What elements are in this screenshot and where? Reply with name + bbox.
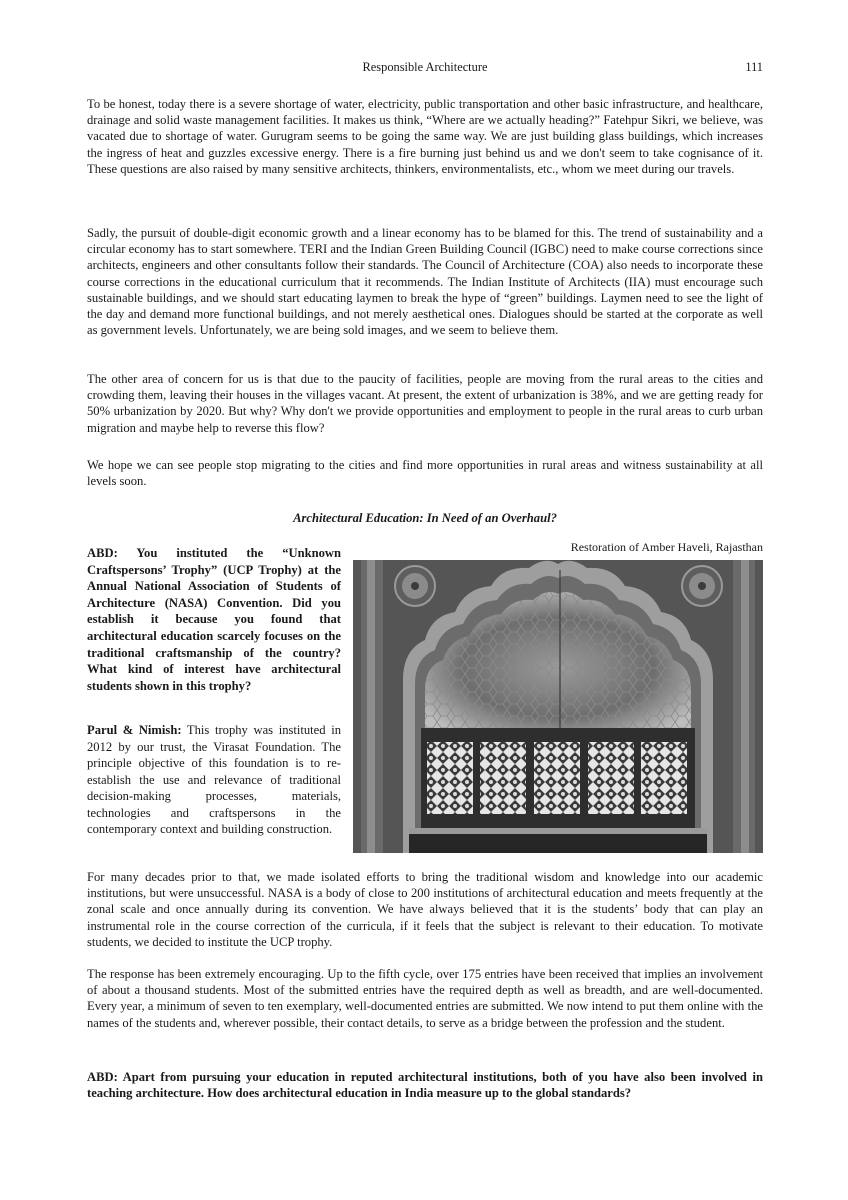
answer-text: This trophy was instituted in 2012 by our trust, the Virasat Foundation. The principle objective of this foundation is to re-establish the use and relevance of traditional decision-making processes, materials, technologies and craftspersons in the contemporary context and building construction.	[87, 723, 341, 836]
body-paragraph: Sadly, the pursuit of double-digit economic growth and a linear economy has to be blamed for this. The trend of sustainability and a circular economy has to start somewhere. TERI and the Indian Green Building Council (IGBC) need to make course corrections since architects, engineers and other consultants follow their standards. The Council of Architecture (COA) also needs to incorporate these course corrections in the educational curriculum that it recommends. The Indian Institute of Architects (IIA) must encourage such sustainable buildings, and we should start educating laymen to break the hype of “green” buildings. Laymen need to see the light of the day and demand more functional buildings, and not merely aesthetical ones. Dialogues should be started at the corporate as well as government levels. Unfortunately, we are being sold images, and we seem to believe them.	[87, 226, 763, 338]
interview-answer	[87, 722, 341, 838]
interview-question: ABD: Apart from pursuing your education in reputed architectural institutions, both of you have also been involved in teaching architecture. How does architectural education in India measure up to the global standards?	[87, 1070, 763, 1101]
figure-caption: Restoration of Amber Haveli, Rajasthan	[570, 540, 763, 554]
running-title: Responsible Architecture	[362, 60, 488, 74]
page-number: 111	[745, 60, 763, 74]
section-heading: Architectural Education: In Need of an Overhaul?	[293, 511, 557, 525]
jali-screen	[421, 728, 695, 828]
body-paragraph: The response has been extremely encouraging. Up to the fifth cycle, over 175 entries have been received that implies an involvement of about a thousand students. Most of the submitted entries have the required depth as well as breadth, and are well-documented. Every year, a minimum of seven to ten exemplary, well-documented entries are submitted. We now intend to put them online with the names of the students and, wherever possible, their contact details, to serve as a bridge between the profession and the student.	[87, 967, 763, 1030]
speaker-label: Parul & Nimish:	[87, 723, 182, 737]
body-paragraph: To be honest, today there is a severe shortage of water, electricity, public transportation and other basic infrastructure, and healthcare, drainage and solid waste management facilities. It makes us think, “Where are we actually heading?” Fatehpur Sikri, we believe, was vacated due to shortage of water. Gurugram seems to be going the same way. We are just building glass buildings, which increases the ingress of heat and guzzles excessive energy. There is a fire burning just behind us and we don't seem to take cognisance of it. These questions are also raised by many sensitive architects, thinkers, environmentalists, etc., whom we meet during our travels.	[87, 97, 763, 176]
body-paragraph: For many decades prior to that, we made isolated efforts to bring the traditional wisdom and knowledge into our academic institutions, but were unsuccessful. NASA is a body of close to 200 institutions of architectural education and meets frequently at the zonal scale and once annually during its convention. We have always believed that it is the students’ body that can play an instrumental role in the course correction of the curricula, if it feels that the subject is relevant to their education. To motivate students, we decided to institute the UCP trophy.	[87, 870, 763, 949]
running-header	[87, 60, 763, 76]
figure-photo	[353, 560, 763, 853]
body-paragraph: The other area of concern for us is that due to the paucity of facilities, people are moving from the rural areas to the cities and crowding them, leaving their houses in the villages vacant. At present, the extent of urbanization is 38%, and we are getting ready for 50% urbanization by 2020. But why? Why don't we provide opportunities and employment to people in the rural areas to curb urban migration and maybe help to reverse this flow?	[87, 372, 763, 435]
interview-question: ABD: You instituted the “Unknown Craftspersons’ Trophy” (UCP Trophy) at the Annual National Association of Students of Architecture (NASA) Convention. Did you establish it because you found that architectural education scarcely focuses on the traditional craftsmanship of the country? What kind of interest have architectural students shown in this trophy?	[87, 546, 341, 693]
body-paragraph: We hope we can see people stop migrating to the cities and find more opportunities in rural areas and witness sustainability at all levels soon.	[87, 458, 763, 489]
rosette-left	[395, 566, 435, 606]
haveli-arch-image	[353, 560, 763, 853]
rosette-right	[682, 566, 722, 606]
